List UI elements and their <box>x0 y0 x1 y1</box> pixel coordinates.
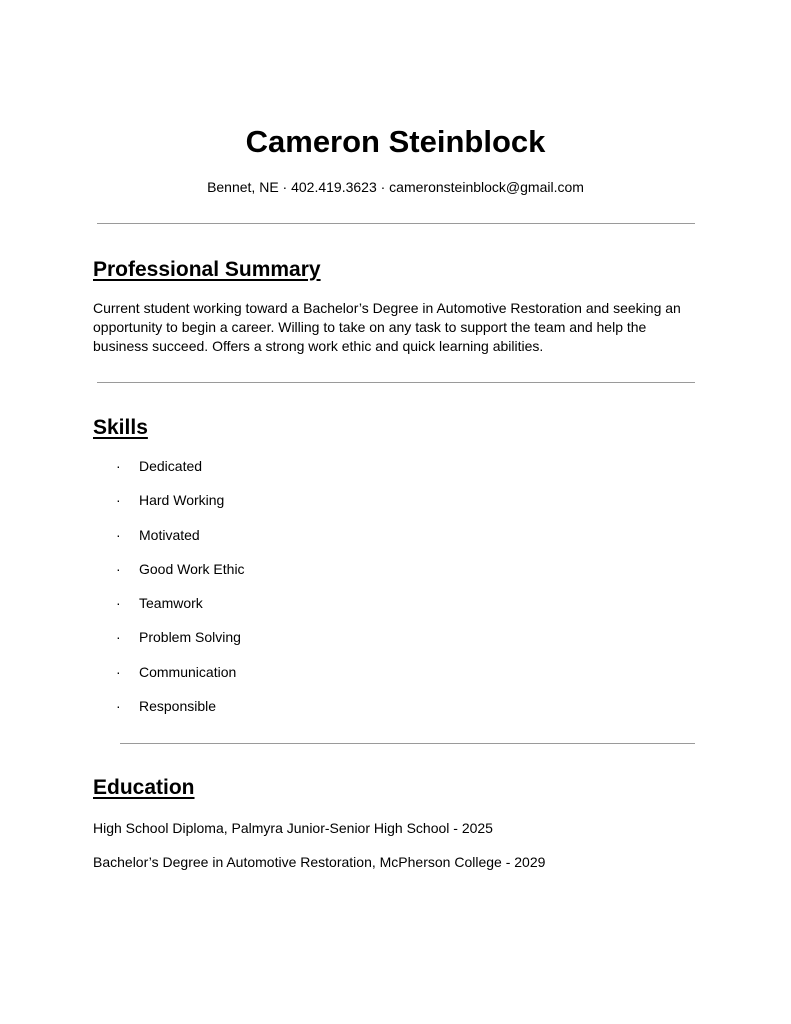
skill-label: Good Work Ethic <box>139 560 245 577</box>
contact-line: Bennet, NE · 402.419.3623 · cameronsteinblock@gmail.com <box>207 179 584 195</box>
education-heading: Education <box>93 776 195 799</box>
skill-label: Teamwork <box>139 595 203 612</box>
education-entry: High School Diploma, Palmyra Junior-Senior High School - 2025 <box>93 820 493 836</box>
bullet-icon: · <box>116 560 121 577</box>
skills-divider <box>120 743 695 744</box>
bullet-icon: · <box>116 629 121 646</box>
summary-text: Current student working toward a Bachelor’s Degree in Automotive Restoration and seeking an opportunity to begin a career. Willing to take on any task to support the team and help the business succeed. Offers a strong work ethic and quick learning abilities. <box>93 300 681 354</box>
candidate-name: Cameron Steinblock <box>245 124 546 159</box>
skill-label: Communication <box>139 663 237 680</box>
summary-heading: Professional Summary <box>93 258 321 281</box>
bullet-icon: · <box>116 595 121 612</box>
bullet-icon: · <box>116 458 121 474</box>
bullet-icon: · <box>116 492 121 509</box>
summary-divider <box>97 382 695 383</box>
bullet-icon: · <box>116 526 121 543</box>
skill-label: Problem Solving <box>139 629 241 646</box>
skill-label: Responsible <box>139 698 217 715</box>
skill-label: Hard Working <box>139 492 225 509</box>
skill-label: Dedicated <box>139 458 203 474</box>
bullet-icon: · <box>116 663 121 680</box>
education-entry: Bachelor’s Degree in Automotive Restoration, McPherson College - 2029 <box>93 854 546 870</box>
skills-heading: Skills <box>93 416 148 439</box>
skill-label: Motivated <box>139 526 200 543</box>
bullet-icon: · <box>116 698 121 715</box>
header-divider <box>97 223 695 224</box>
